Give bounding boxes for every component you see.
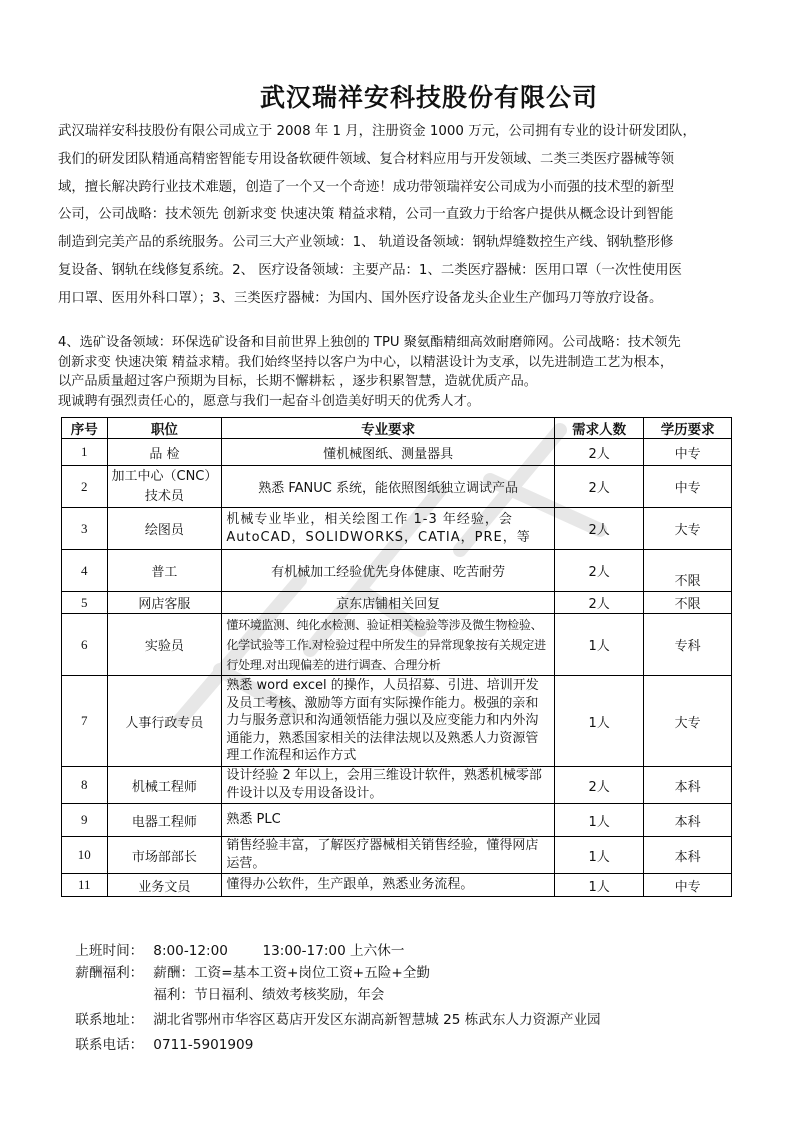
phone-line [58, 1012, 601, 1053]
cell-position: 实验员 [107, 614, 222, 676]
recruit-line: 现诚聘有强烈责任心的，愿意与我们一起奋斗创造美好明天的优秀人才。 [58, 393, 480, 409]
cell-education: 本科 [644, 837, 732, 874]
table-row [62, 439, 732, 466]
cell-education: 中专 [644, 466, 732, 508]
cell-position: 绘图员 [107, 508, 222, 550]
cell-position: 加工中心（CNC）技术员 [107, 466, 222, 508]
cell-position: 普工 [107, 550, 222, 592]
cell-requirement: 懂机械图纸、测量器具 [222, 439, 554, 466]
intro-line: 复设备、钢轨在线修复系统。2、 医疗设备领域：主要产品：1、二类医疗器械：医用口罩（一次性使用医 [58, 262, 682, 278]
cell-requirement: 懂环境监测、纯化水检测、验证相关检验等涉及微生物检验、化学试验等工作.对检验过程中所发生的异常现象按有关规定进行处理.对出现偏差的进行调查、合理分析 [222, 614, 554, 676]
cell-position: 品 检 [107, 439, 222, 466]
cell-position: 人事行政专员 [107, 676, 222, 767]
cell-education: 大专 [644, 676, 732, 767]
company-title: 武汉瑞祥安科技股份有限公司 [259, 83, 598, 112]
cell-count: 1人 [554, 804, 644, 837]
cell-no: 6 [62, 614, 108, 676]
intro-line: 武汉瑞祥安科技股份有限公司成立于 2008 年 1 月，注册资金 1000 万元，公司拥有专业的设计研发团队， [58, 124, 696, 139]
cell-requirement: 熟悉 PLC [222, 804, 554, 837]
welfare-line [58, 962, 601, 1003]
cell-education: 不限 [644, 550, 732, 592]
cell-position: 电器工程师 [107, 804, 222, 837]
cell-no: 7 [62, 676, 108, 767]
cell-position: 网店客服 [107, 592, 222, 614]
cell-no: 10 [62, 837, 108, 874]
intro-line: 域，擅长解决跨行业技术难题，创造了一个又一个奇迹！成功带领瑞祥安公司成为小而强的技术型的新型 [58, 179, 674, 195]
cell-count: 2人 [554, 466, 644, 508]
table-row [62, 508, 732, 550]
phone-label: 联系电话： [75, 1037, 144, 1053]
table-row [62, 676, 732, 767]
intro-line: 用口罩、医用外科口罩）；3、三类医疗器械：为国内、国外医疗设备龙头企业生产伽玛刀等放疗设备。 [58, 290, 663, 306]
welfare-value: 福利：节日福利、绩效考核奖励，年会 [153, 987, 385, 1003]
cell-no: 5 [62, 592, 108, 614]
jobs-table [61, 417, 732, 897]
header-requirement: 专业要求 [222, 418, 554, 439]
cell-count: 1人 [554, 837, 644, 874]
table-row [62, 466, 732, 508]
phone-value: 0711-5901909 [153, 1037, 254, 1053]
cell-education: 不限 [644, 592, 732, 614]
cell-count: 1人 [554, 676, 644, 767]
work-hours-label: 上班时间： [75, 943, 144, 959]
cell-requirement: 有机械加工经验优先身体健康、吃苦耐劳 [222, 550, 554, 592]
cell-position: 机械工程师 [107, 767, 222, 804]
cell-count: 2人 [554, 767, 644, 804]
cell-count: 2人 [554, 592, 644, 614]
cell-count: 2人 [554, 439, 644, 466]
address-value: 湖北省鄂州市华容区葛店开发区东湖高新智慧城 25 栋武东人力资源产业园 [153, 1012, 601, 1028]
benefits-label: 薪酬福利： [75, 965, 144, 981]
header-position: 职位 [107, 418, 222, 439]
business-domains-paragraph [58, 333, 748, 411]
footer-info [58, 918, 601, 1053]
table-row [62, 874, 732, 897]
cell-no: 9 [62, 804, 108, 837]
cell-count: 1人 [554, 874, 644, 897]
intro-line: 我们的研发团队精通高精密智能专用设备软硬件领域、复合材料应用与开发领域、二类三类医疗器械等领 [58, 151, 674, 167]
cell-education: 中专 [644, 439, 732, 466]
table-row [62, 837, 732, 874]
work-hours-line [58, 918, 601, 959]
cell-education: 本科 [644, 804, 732, 837]
cell-education: 专科 [644, 614, 732, 676]
cell-no: 2 [62, 466, 108, 508]
header-count: 需求人数 [554, 418, 644, 439]
table-header-row [62, 418, 732, 439]
company-intro [58, 118, 748, 313]
cell-requirement: 熟悉 FANUC 系统，能依照图纸独立调试产品 [222, 466, 554, 508]
cell-position: 业务文员 [107, 874, 222, 897]
table-row [62, 592, 732, 614]
cell-requirement: 京东店铺相关回复 [222, 592, 554, 614]
intro-line: 公司，公司战略：技术领先 创新求变 快速决策 精益求精，公司一直致力于给客户提供从概念设计到智能 [58, 207, 674, 223]
cell-requirement: 懂得办公软件，生产跟单，熟悉业务流程。 [222, 874, 554, 897]
address-line [58, 987, 601, 1028]
address-label: 联系地址： [75, 1012, 144, 1028]
cell-requirement: 销售经验丰富，了解医疗器械相关销售经验，懂得网店运营。 [222, 837, 554, 874]
cell-requirement: 机械专业毕业，相关绘图工作 1-3 年经验，会 AutoCAD，SOLIDWORKS，CATIA，PRE，等 [222, 508, 554, 550]
cell-no: 4 [62, 550, 108, 592]
cell-no: 8 [62, 767, 108, 804]
cell-no: 3 [62, 508, 108, 550]
cell-requirement: 设计经验 2 年以上，会用三维设计软件，熟悉机械零部件设计以及专用设备设计。 [222, 767, 554, 804]
cell-count: 2人 [554, 508, 644, 550]
table-row [62, 767, 732, 804]
cell-count: 1人 [554, 614, 644, 676]
cell-position: 市场部部长 [107, 837, 222, 874]
table-row [62, 804, 732, 837]
cell-no: 11 [62, 874, 108, 897]
cell-no: 1 [62, 439, 108, 466]
cell-education: 中专 [644, 874, 732, 897]
cell-education: 本科 [644, 767, 732, 804]
salary-value: 薪酬：工资=基本工资+岗位工资+五险+全勤 [153, 965, 430, 981]
para-line: 创新求变 快速决策 精益求精。我们始终坚持以客户为中心，以精湛设计为支承，以先进制造工艺为根本， [58, 354, 674, 370]
salary-line [58, 940, 601, 981]
header-education: 学历要求 [644, 418, 732, 439]
cell-education: 大专 [644, 508, 732, 550]
header-no: 序号 [62, 418, 108, 439]
para-line: 4、选矿设备领域：环保选矿设备和目前世界上独创的 TPU 聚氨酯精细高效耐磨筛网。公司战略：技术领先 [58, 335, 681, 350]
work-hours-value: 8:00-12:00 13:00-17:00 上六休一 [153, 943, 405, 959]
cell-requirement: 熟悉 word excel 的操作，人员招募、引进、培训开发及员工考核、激励等方面有实际操作能力。极强的亲和力与服务意识和沟通领悟能力强以及应变能力和内外沟通能力，熟悉国家相关的法律法规以及熟悉人力资源管理工作流程和运作方式 [222, 676, 554, 767]
table-row [62, 614, 732, 676]
para-line: 以产品质量超过客户预期为目标，长期不懈耕耘 ，逐步积累智慧，造就优质产品。 [58, 374, 537, 389]
intro-line: 制造到完美产品的系统服务。公司三大产业领域：1、 轨道设备领域：钢轨焊缝数控生产线、钢轨整形修 [58, 235, 674, 251]
table-row [62, 550, 732, 592]
cell-count: 2人 [554, 550, 644, 592]
